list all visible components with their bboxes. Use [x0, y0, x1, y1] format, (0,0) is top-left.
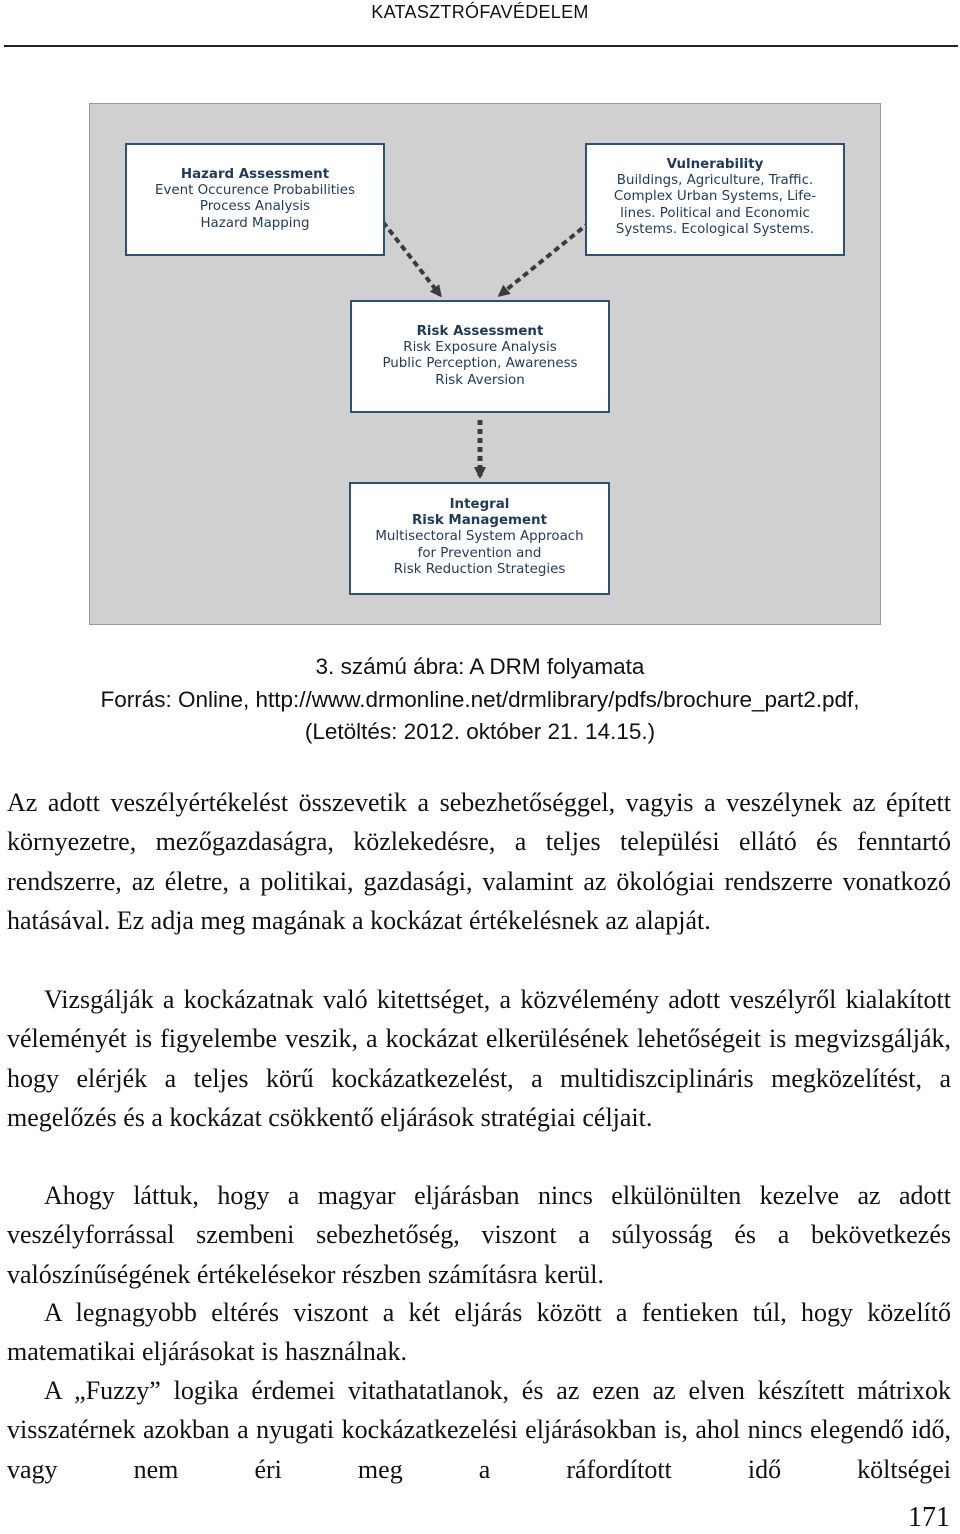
integral-line: for Prevention and	[417, 545, 542, 561]
risk-assessment-box	[350, 300, 610, 413]
figure-caption-source: Forrás: Online, http://www.drmonline.net/drmlibrary/pdfs/brochure_part2.pdf,	[100, 687, 860, 712]
arrow-vulnerability-to-risk	[500, 222, 590, 295]
body-paragraph: Ahogy láttuk, hogy a magyar eljárásban nincs elkülönülten kezelve az adott veszélyforrással szembeni sebezhetőség, viszont a súlyosság és a bekövetkezés valószínűségének értékelésekor részben számításra kerül.	[7, 1181, 951, 1289]
integral-line: Risk Reduction Strategies	[393, 561, 566, 577]
figure-caption-download-date: (Letöltés: 2012. október 21. 14.15.)	[304, 719, 656, 744]
integral-title: Integral	[449, 497, 510, 512]
risk-line: Public Perception, Awareness	[382, 356, 578, 372]
risk-line: Risk Aversion	[435, 372, 525, 388]
vulnerability-line: Buildings, Agriculture, Traffic.	[616, 173, 814, 189]
risk-line: Risk Exposure Analysis	[403, 340, 557, 356]
vulnerability-line: Systems. Ecological Systems.	[615, 221, 815, 237]
body-paragraph: Vizsgálják a kockázatnak való kitettséget, a közvélemény adott veszélyről kialakított véleményét is figyelembe veszik, a kockázat elkerülésének lehetőségeit is megvizsgálják, hogy elérjék a teljes körű kockázatkezelést, a multidiszciplináris megközelítést, a megelőzés és a kockázat csökkentő eljárások stratégiai céljait.	[7, 985, 951, 1133]
vulnerability-title: Vulnerability	[666, 157, 764, 172]
hazard-assessment-box	[125, 143, 385, 256]
integral-title: Risk Management	[411, 513, 547, 529]
body-paragraph: A „Fuzzy” logika érdemei vitathatatlanok, és az ezen az elven készített mátrixok visszatérnek azokban a nyugati kockázatkezelési eljárásokban is, ahol nincs elegendő idő, vagy nem éri meg a ráfordított idő költségei	[7, 1376, 951, 1484]
vulnerability-box	[585, 143, 845, 256]
page-number: 171	[908, 1502, 950, 1533]
running-header: KATASZTRÓFAVÉDELEM	[371, 2, 589, 22]
body-paragraph: Az adott veszélyértékelést összevetik a sebezhetőséggel, vagyis a veszélynek az épített környezetre, mezőgazdaságra, közlekedésre, a teljes települési ellátó és fenntartó rendszerre, az életre, a politikai, gazdasági, valamint az ökológiai rendszerre vonatkozó hatásával. Ez adja meg magának a kockázat értékelésnek az alapját.	[7, 788, 951, 936]
vulnerability-line: Complex Urban Systems, Life-	[613, 189, 817, 205]
body-paragraph: A legnagyobb eltérés viszont a két eljárás között a fentieken túl, hogy közelítő matematikai eljárásokat is használnak.	[7, 1298, 951, 1367]
vulnerability-line: lines. Political and Economic	[620, 205, 810, 221]
arrow-hazard-to-risk	[383, 222, 440, 295]
hazard-line: Process Analysis	[199, 199, 311, 215]
integral-risk-management-box	[349, 482, 610, 595]
drm-process-figure	[89, 103, 881, 625]
integral-line: Multisectoral System Approach	[375, 529, 584, 545]
hazard-line: Event Occurence Probabilities	[155, 183, 355, 199]
risk-title: Risk Assessment	[416, 324, 544, 339]
header-rule	[4, 45, 958, 47]
hazard-title: Hazard Assessment	[180, 167, 330, 182]
hazard-line: Hazard Mapping	[200, 215, 310, 231]
figure-caption-title: 3. számú ábra: A DRM folyamata	[315, 654, 645, 679]
